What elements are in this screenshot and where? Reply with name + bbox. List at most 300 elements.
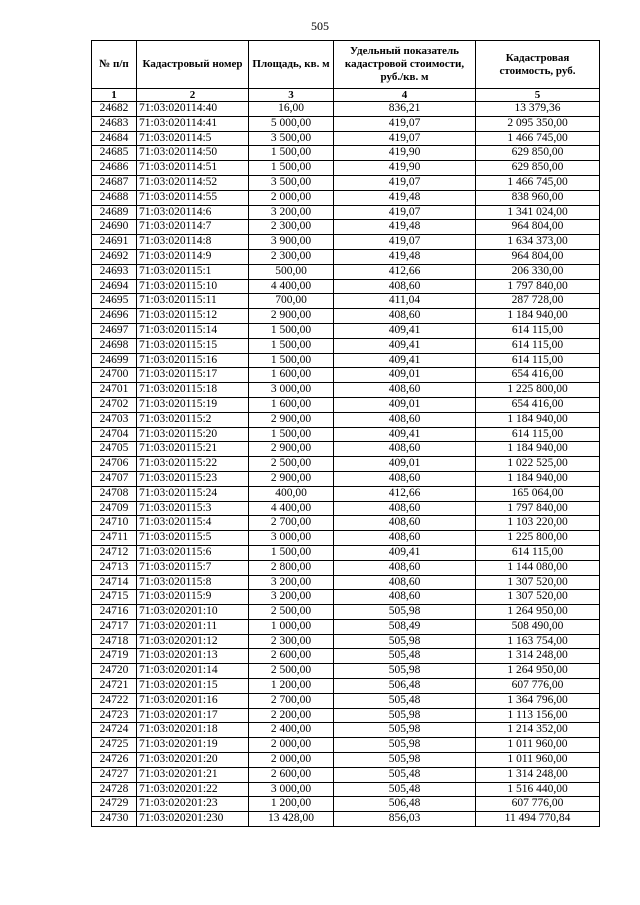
specific-value-cell: 505,48 (334, 693, 476, 708)
specific-value-cell: 409,41 (334, 545, 476, 560)
table-row (92, 353, 600, 368)
area-cell: 1 000,00 (249, 619, 334, 634)
specific-value-cell: 505,98 (334, 738, 476, 753)
cadastral-value-cell: 1 184 940,00 (476, 309, 600, 324)
cadastral-number-cell: 71:03:020115:19 (137, 397, 249, 412)
specific-value-cell: 419,48 (334, 220, 476, 235)
row-number-cell: 24712 (92, 545, 137, 560)
table-row (92, 294, 600, 309)
area-cell: 2 500,00 (249, 664, 334, 679)
specific-value-cell: 505,98 (334, 753, 476, 768)
cadastral-number-cell: 71:03:020114:50 (137, 146, 249, 161)
area-cell: 3 200,00 (249, 590, 334, 605)
cadastral-number-cell: 71:03:020114:7 (137, 220, 249, 235)
cadastral-number-cell: 71:03:020201:19 (137, 738, 249, 753)
area-cell: 1 500,00 (249, 323, 334, 338)
row-number-cell: 24713 (92, 560, 137, 575)
table-row (92, 235, 600, 250)
area-cell: 400,00 (249, 486, 334, 501)
specific-value-cell: 408,60 (334, 279, 476, 294)
table-row (92, 190, 600, 205)
cadastral-number-cell: 71:03:020115:7 (137, 560, 249, 575)
cadastral-value-cell: 1 022 525,00 (476, 457, 600, 472)
header-cadastral-value: Кадастровая стоимость, руб. (476, 41, 600, 89)
cadastral-number-cell: 71:03:020115:21 (137, 442, 249, 457)
area-cell: 3 500,00 (249, 175, 334, 190)
table-row (92, 205, 600, 220)
area-cell: 2 000,00 (249, 190, 334, 205)
area-cell: 5 000,00 (249, 116, 334, 131)
table-row (92, 545, 600, 560)
cadastral-value-cell: 287 728,00 (476, 294, 600, 309)
cadastral-number-cell: 71:03:020114:41 (137, 116, 249, 131)
specific-value-cell: 419,07 (334, 116, 476, 131)
cadastral-number-cell: 71:03:020115:22 (137, 457, 249, 472)
specific-value-cell: 409,01 (334, 368, 476, 383)
table-row (92, 412, 600, 427)
cadastral-number-cell: 71:03:020114:40 (137, 102, 249, 117)
specific-value-cell: 408,60 (334, 412, 476, 427)
table-row (92, 723, 600, 738)
area-cell: 1 500,00 (249, 146, 334, 161)
row-number-cell: 24690 (92, 220, 137, 235)
area-cell: 2 900,00 (249, 471, 334, 486)
cadastral-value-cell: 607 776,00 (476, 797, 600, 812)
area-cell: 1 500,00 (249, 161, 334, 176)
specific-value-cell: 505,98 (334, 605, 476, 620)
row-number-cell: 24721 (92, 679, 137, 694)
cadastral-value-cell: 1 307 520,00 (476, 575, 600, 590)
cadastral-number-cell: 71:03:020115:12 (137, 309, 249, 324)
cadastral-number-cell: 71:03:020114:8 (137, 235, 249, 250)
row-number-cell: 24708 (92, 486, 137, 501)
cadastral-value-cell: 206 330,00 (476, 264, 600, 279)
row-number-cell: 24686 (92, 161, 137, 176)
cadastral-number-cell: 71:03:020115:6 (137, 545, 249, 560)
area-cell: 13 428,00 (249, 812, 334, 827)
cadastral-value-cell: 1 184 940,00 (476, 412, 600, 427)
cadastral-number-cell: 71:03:020115:9 (137, 590, 249, 605)
cadastral-number-cell: 71:03:020201:18 (137, 723, 249, 738)
area-cell: 2 900,00 (249, 309, 334, 324)
area-cell: 2 300,00 (249, 249, 334, 264)
area-cell: 3 000,00 (249, 383, 334, 398)
area-cell: 700,00 (249, 294, 334, 309)
cadastral-value-cell: 964 804,00 (476, 220, 600, 235)
cadastral-number-cell: 71:03:020201:15 (137, 679, 249, 694)
row-number-cell: 24710 (92, 516, 137, 531)
area-cell: 1 200,00 (249, 679, 334, 694)
row-number-cell: 24727 (92, 767, 137, 782)
cadastral-number-cell: 71:03:020115:8 (137, 575, 249, 590)
cadastral-number-cell: 71:03:020114:55 (137, 190, 249, 205)
table-row (92, 516, 600, 531)
cadastral-number-cell: 71:03:020115:5 (137, 531, 249, 546)
row-number-cell: 24722 (92, 693, 137, 708)
row-number-cell: 24694 (92, 279, 137, 294)
specific-value-cell: 408,60 (334, 383, 476, 398)
cadastral-value-cell: 838 960,00 (476, 190, 600, 205)
table-row (92, 383, 600, 398)
table-row (92, 619, 600, 634)
specific-value-cell: 409,01 (334, 397, 476, 412)
cadastral-number-cell: 71:03:020115:11 (137, 294, 249, 309)
table-row (92, 131, 600, 146)
table-row (92, 249, 600, 264)
specific-value-cell: 408,60 (334, 531, 476, 546)
area-cell: 1 200,00 (249, 797, 334, 812)
specific-value-cell: 419,48 (334, 190, 476, 205)
row-number-cell: 24705 (92, 442, 137, 457)
specific-value-cell: 411,04 (334, 294, 476, 309)
specific-value-cell: 408,60 (334, 575, 476, 590)
cadastral-number-cell: 71:03:020115:15 (137, 338, 249, 353)
row-number-cell: 24715 (92, 590, 137, 605)
row-number-cell: 24711 (92, 531, 137, 546)
specific-value-cell: 856,03 (334, 812, 476, 827)
row-number-cell: 24706 (92, 457, 137, 472)
cadastral-value-cell: 964 804,00 (476, 249, 600, 264)
cadastral-value-cell: 1 225 800,00 (476, 383, 600, 398)
area-cell: 2 000,00 (249, 753, 334, 768)
row-number-cell: 24697 (92, 323, 137, 338)
column-number: 3 (249, 89, 334, 102)
area-cell: 2 400,00 (249, 723, 334, 738)
row-number-cell: 24682 (92, 102, 137, 117)
row-number-cell: 24684 (92, 131, 137, 146)
cadastral-number-cell: 71:03:020201:10 (137, 605, 249, 620)
table-row (92, 501, 600, 516)
specific-value-cell: 419,48 (334, 249, 476, 264)
cadastral-value-cell: 1 264 950,00 (476, 664, 600, 679)
area-cell: 3 900,00 (249, 235, 334, 250)
specific-value-cell: 419,07 (334, 175, 476, 190)
area-cell: 2 700,00 (249, 516, 334, 531)
table-row (92, 323, 600, 338)
cadastral-value-cell: 1 184 940,00 (476, 471, 600, 486)
area-cell: 3 200,00 (249, 575, 334, 590)
cadastral-number-cell: 71:03:020115:2 (137, 412, 249, 427)
specific-value-cell: 505,48 (334, 782, 476, 797)
header-area: Площадь, кв. м (249, 41, 334, 89)
row-number-cell: 24695 (92, 294, 137, 309)
cadastral-value-cell: 1 466 745,00 (476, 131, 600, 146)
specific-value-cell: 419,90 (334, 146, 476, 161)
cadastral-value-cell: 1 184 940,00 (476, 442, 600, 457)
cadastral-number-cell: 71:03:020201:20 (137, 753, 249, 768)
specific-value-cell: 409,01 (334, 457, 476, 472)
table-row (92, 175, 600, 190)
row-number-cell: 24718 (92, 634, 137, 649)
cadastral-value-cell: 1 103 220,00 (476, 516, 600, 531)
table-row (92, 664, 600, 679)
table-body (92, 102, 600, 827)
row-number-cell: 24725 (92, 738, 137, 753)
area-cell: 3 200,00 (249, 205, 334, 220)
cadastral-value-cell: 629 850,00 (476, 161, 600, 176)
specific-value-cell: 419,07 (334, 235, 476, 250)
row-number-cell: 24717 (92, 619, 137, 634)
cadastral-value-cell: 1 214 352,00 (476, 723, 600, 738)
table-row (92, 161, 600, 176)
cadastral-number-cell: 71:03:020115:4 (137, 516, 249, 531)
table-row (92, 397, 600, 412)
cadastral-value-cell: 1 634 373,00 (476, 235, 600, 250)
table-row (92, 531, 600, 546)
area-cell: 3 000,00 (249, 782, 334, 797)
area-cell: 2 000,00 (249, 738, 334, 753)
table-row (92, 442, 600, 457)
cadastral-value-cell: 629 850,00 (476, 146, 600, 161)
specific-value-cell: 419,07 (334, 131, 476, 146)
header-specific-value: Удельный показатель кадастровой стоимости, руб./кв. м (334, 41, 476, 89)
specific-value-cell: 408,60 (334, 501, 476, 516)
row-number-cell: 24699 (92, 353, 137, 368)
specific-value-cell: 408,60 (334, 560, 476, 575)
cadastral-value-cell: 614 115,00 (476, 545, 600, 560)
cadastral-number-cell: 71:03:020114:51 (137, 161, 249, 176)
cadastral-number-cell: 71:03:020201:230 (137, 812, 249, 827)
specific-value-cell: 409,41 (334, 427, 476, 442)
cadastral-value-cell: 1 011 960,00 (476, 753, 600, 768)
cadastral-value-cell: 654 416,00 (476, 397, 600, 412)
area-cell: 1 600,00 (249, 397, 334, 412)
area-cell: 2 600,00 (249, 649, 334, 664)
specific-value-cell: 408,60 (334, 309, 476, 324)
table-row (92, 679, 600, 694)
table-row (92, 220, 600, 235)
cadastral-value-cell: 1 797 840,00 (476, 279, 600, 294)
area-cell: 2 300,00 (249, 220, 334, 235)
row-number-cell: 24709 (92, 501, 137, 516)
cadastral-value-cell: 508 490,00 (476, 619, 600, 634)
cadastral-value-cell: 1 341 024,00 (476, 205, 600, 220)
area-cell: 2 800,00 (249, 560, 334, 575)
table-row (92, 368, 600, 383)
cadastral-number-cell: 71:03:020114:5 (137, 131, 249, 146)
table-header (92, 41, 600, 102)
specific-value-cell: 409,41 (334, 323, 476, 338)
cadastral-number-cell: 71:03:020201:11 (137, 619, 249, 634)
cadastral-value-cell: 1 797 840,00 (476, 501, 600, 516)
cadastral-number-cell: 71:03:020201:23 (137, 797, 249, 812)
area-cell: 3 500,00 (249, 131, 334, 146)
row-number-cell: 24691 (92, 235, 137, 250)
table-row (92, 812, 600, 827)
column-number: 5 (476, 89, 600, 102)
cadastral-number-cell: 71:03:020201:21 (137, 767, 249, 782)
cadastral-value-cell: 1 364 796,00 (476, 693, 600, 708)
cadastral-number-cell: 71:03:020114:6 (137, 205, 249, 220)
column-number: 1 (92, 89, 137, 102)
cadastral-number-cell: 71:03:020115:1 (137, 264, 249, 279)
specific-value-cell: 505,48 (334, 649, 476, 664)
row-number-cell: 24688 (92, 190, 137, 205)
column-number: 4 (334, 89, 476, 102)
row-number-cell: 24701 (92, 383, 137, 398)
cadastral-number-cell: 71:03:020201:16 (137, 693, 249, 708)
cadastral-value-cell: 1 144 080,00 (476, 560, 600, 575)
area-cell: 1 500,00 (249, 338, 334, 353)
row-number-cell: 24719 (92, 649, 137, 664)
table-row (92, 560, 600, 575)
specific-value-cell: 419,07 (334, 205, 476, 220)
cadastral-value-cell: 11 494 770,84 (476, 812, 600, 827)
table-row (92, 457, 600, 472)
table-row (92, 146, 600, 161)
area-cell: 1 500,00 (249, 353, 334, 368)
table-row (92, 102, 600, 117)
cadastral-value-cell: 614 115,00 (476, 338, 600, 353)
specific-value-cell: 412,66 (334, 486, 476, 501)
area-cell: 500,00 (249, 264, 334, 279)
row-number-cell: 24703 (92, 412, 137, 427)
cadastral-number-cell: 71:03:020201:13 (137, 649, 249, 664)
area-cell: 2 500,00 (249, 605, 334, 620)
cadastral-number-cell: 71:03:020115:24 (137, 486, 249, 501)
cadastral-number-cell: 71:03:020115:14 (137, 323, 249, 338)
area-cell: 1 500,00 (249, 545, 334, 560)
cadastral-value-cell: 1 466 745,00 (476, 175, 600, 190)
row-number-cell: 24720 (92, 664, 137, 679)
cadastral-number-cell: 71:03:020115:10 (137, 279, 249, 294)
row-number-cell: 24729 (92, 797, 137, 812)
cadastral-number-cell: 71:03:020201:12 (137, 634, 249, 649)
table-row (92, 649, 600, 664)
table-row (92, 782, 600, 797)
cadastral-value-cell: 614 115,00 (476, 323, 600, 338)
row-number-cell: 24714 (92, 575, 137, 590)
cadastral-number-cell: 71:03:020201:14 (137, 664, 249, 679)
row-number-cell: 24689 (92, 205, 137, 220)
row-number-cell: 24698 (92, 338, 137, 353)
cadastral-value-cell: 614 115,00 (476, 353, 600, 368)
cadastral-number-cell: 71:03:020201:17 (137, 708, 249, 723)
table-row (92, 590, 600, 605)
table-row (92, 471, 600, 486)
table-row (92, 264, 600, 279)
cadastral-value-cell: 1 314 248,00 (476, 767, 600, 782)
cadastral-number-cell: 71:03:020115:3 (137, 501, 249, 516)
cadastral-value-cell: 1 113 156,00 (476, 708, 600, 723)
cadastral-number-cell: 71:03:020115:18 (137, 383, 249, 398)
cadastral-value-cell: 165 064,00 (476, 486, 600, 501)
cadastral-value-cell: 1 163 754,00 (476, 634, 600, 649)
cadastral-number-cell: 71:03:020114:52 (137, 175, 249, 190)
cadastral-value-cell: 1 264 950,00 (476, 605, 600, 620)
specific-value-cell: 508,49 (334, 619, 476, 634)
area-cell: 2 900,00 (249, 412, 334, 427)
row-number-cell: 24696 (92, 309, 137, 324)
cadastral-value-cell: 1 225 800,00 (476, 531, 600, 546)
row-number-cell: 24726 (92, 753, 137, 768)
specific-value-cell: 836,21 (334, 102, 476, 117)
specific-value-cell: 505,98 (334, 708, 476, 723)
area-cell: 16,00 (249, 102, 334, 117)
table-row (92, 427, 600, 442)
area-cell: 2 600,00 (249, 767, 334, 782)
specific-value-cell: 505,98 (334, 723, 476, 738)
table-row (92, 693, 600, 708)
specific-value-cell: 408,60 (334, 590, 476, 605)
specific-value-cell: 408,60 (334, 471, 476, 486)
table-row (92, 486, 600, 501)
table-row (92, 309, 600, 324)
specific-value-cell: 506,48 (334, 679, 476, 694)
row-number-cell: 24683 (92, 116, 137, 131)
row-number-cell: 24716 (92, 605, 137, 620)
row-number-cell: 24704 (92, 427, 137, 442)
specific-value-cell: 408,60 (334, 442, 476, 457)
area-cell: 1 500,00 (249, 427, 334, 442)
specific-value-cell: 506,48 (334, 797, 476, 812)
row-number-cell: 24693 (92, 264, 137, 279)
specific-value-cell: 409,41 (334, 338, 476, 353)
area-cell: 4 400,00 (249, 279, 334, 294)
row-number-cell: 24702 (92, 397, 137, 412)
cadastral-number-cell: 71:03:020115:23 (137, 471, 249, 486)
specific-value-cell: 412,66 (334, 264, 476, 279)
cadastral-number-cell: 71:03:020115:16 (137, 353, 249, 368)
row-number-cell: 24728 (92, 782, 137, 797)
specific-value-cell: 408,60 (334, 516, 476, 531)
area-cell: 2 200,00 (249, 708, 334, 723)
header-row (92, 41, 600, 89)
table-row (92, 279, 600, 294)
cadastral-value-cell: 2 095 350,00 (476, 116, 600, 131)
area-cell: 3 000,00 (249, 531, 334, 546)
cadastral-value-cell: 607 776,00 (476, 679, 600, 694)
header-cadastral-number: Кадастровый номер (137, 41, 249, 89)
table-row (92, 605, 600, 620)
cadastral-value-cell: 13 379,36 (476, 102, 600, 117)
specific-value-cell: 505,48 (334, 767, 476, 782)
cadastral-number-cell: 71:03:020115:17 (137, 368, 249, 383)
cadastral-value-cell: 654 416,00 (476, 368, 600, 383)
row-number-cell: 24687 (92, 175, 137, 190)
area-cell: 2 900,00 (249, 442, 334, 457)
cadastral-number-cell: 71:03:020201:22 (137, 782, 249, 797)
row-number-cell: 24724 (92, 723, 137, 738)
table-row (92, 575, 600, 590)
cadastral-value-cell: 614 115,00 (476, 427, 600, 442)
row-number-cell: 24723 (92, 708, 137, 723)
row-number-cell: 24730 (92, 812, 137, 827)
table-row (92, 116, 600, 131)
table-row (92, 753, 600, 768)
column-number-row (92, 89, 600, 102)
row-number-cell: 24700 (92, 368, 137, 383)
cadastral-number-cell: 71:03:020115:20 (137, 427, 249, 442)
cadastral-value-table (91, 40, 600, 827)
specific-value-cell: 505,98 (334, 664, 476, 679)
cadastral-value-cell: 1 011 960,00 (476, 738, 600, 753)
specific-value-cell: 409,41 (334, 353, 476, 368)
table-row (92, 767, 600, 782)
table-row (92, 738, 600, 753)
cadastral-value-cell: 1 307 520,00 (476, 590, 600, 605)
area-cell: 4 400,00 (249, 501, 334, 516)
specific-value-cell: 505,98 (334, 634, 476, 649)
table-row (92, 634, 600, 649)
row-number-cell: 24707 (92, 471, 137, 486)
row-number-cell: 24685 (92, 146, 137, 161)
table-row (92, 338, 600, 353)
cadastral-number-cell: 71:03:020114:9 (137, 249, 249, 264)
area-cell: 2 700,00 (249, 693, 334, 708)
cadastral-value-cell: 1 516 440,00 (476, 782, 600, 797)
page-number: 505 (311, 19, 329, 33)
